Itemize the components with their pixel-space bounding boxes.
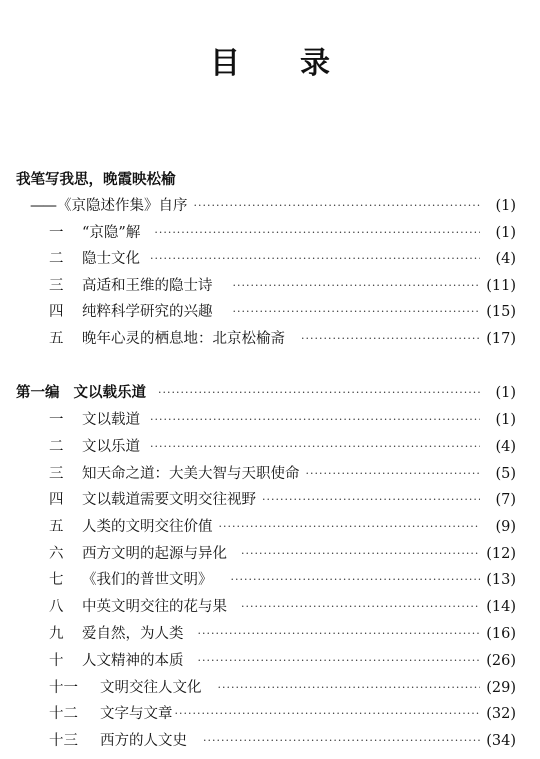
leader-dots <box>194 196 481 216</box>
toc-entry-title: 西方文明的起源与异化 <box>82 546 227 562</box>
toc-entry-number: 九 <box>49 626 64 642</box>
toc-entry-title: 纯粹科学研究的兴趣 <box>82 304 213 320</box>
toc-entry[interactable] <box>0 731 540 751</box>
toc-entry-title: 文字与文章 <box>100 706 173 722</box>
leader-dots <box>150 437 480 457</box>
toc-entry[interactable] <box>0 651 540 671</box>
toc-entry-title: 隐士文化 <box>82 251 140 267</box>
leader-dots <box>219 517 481 537</box>
toc-entry-page: (29) <box>486 680 516 696</box>
toc-entry-page: (32) <box>486 706 516 722</box>
leader-dots <box>150 410 480 430</box>
toc-entry[interactable] <box>0 624 540 644</box>
toc-entry-title: 中英文明交往的花与果 <box>82 599 227 615</box>
part-title: 文以载乐道 <box>73 384 146 401</box>
toc-entry-page: (1) <box>495 198 516 214</box>
toc-entry-number: 三 <box>49 278 64 294</box>
section-heading-preface: 我笔写我思，晚霞映松榆 <box>16 171 176 188</box>
leader-dots <box>218 678 481 698</box>
toc-entry-page: (16) <box>486 626 516 642</box>
leader-dots <box>241 597 480 617</box>
toc-entry-page: (12) <box>486 546 516 562</box>
toc-entry[interactable] <box>0 276 540 296</box>
toc-entry-number: 一 <box>49 412 64 428</box>
toc-entry[interactable] <box>0 223 540 243</box>
toc-entry-page: (14) <box>486 599 516 615</box>
toc-entry-title: 文明交往人文化 <box>100 680 202 696</box>
toc-entry-number: 十二 <box>49 706 78 722</box>
toc-entry[interactable] <box>0 464 540 484</box>
toc-entry-number: 三 <box>49 466 64 482</box>
toc-entry[interactable] <box>0 678 540 698</box>
leader-dots <box>306 464 481 484</box>
dash-prefix: —— <box>30 198 55 214</box>
toc-entry-page: (17) <box>486 331 516 347</box>
toc-entry-title: 晚年心灵的栖息地：北京松榆斋 <box>82 331 285 347</box>
toc-entry-title: 文以载道 <box>82 412 140 428</box>
leader-dots <box>203 731 480 751</box>
toc-entry-number: 一 <box>49 225 64 241</box>
toc-entry-number: 二 <box>49 251 64 267</box>
toc-entry-number: 十 <box>49 653 64 669</box>
toc-entry-page: (4) <box>495 439 516 455</box>
toc-entry-page: (26) <box>486 653 516 669</box>
leader-dots <box>198 651 481 671</box>
leader-dots <box>154 223 480 243</box>
leader-dots <box>233 302 481 322</box>
toc-entry-number: 五 <box>49 331 64 347</box>
toc-entry-number: 十一 <box>49 680 78 696</box>
toc-entry[interactable] <box>0 544 540 564</box>
toc-entry[interactable] <box>0 597 540 617</box>
toc-entry-page: (15) <box>486 304 516 320</box>
toc-entry-title: 爱自然，为人类 <box>82 626 184 642</box>
toc-entry-number: 四 <box>49 304 64 320</box>
part-label: 第一编 <box>16 384 60 401</box>
title-char-2: 录 <box>300 46 330 81</box>
toc-entry-number: 十三 <box>49 733 78 749</box>
toc-entry-title: 《我们的普世文明》 <box>82 572 213 588</box>
toc-entry-number: 七 <box>49 572 64 588</box>
toc-entry-page: (4) <box>495 251 516 267</box>
toc-entry-preface[interactable] <box>0 196 540 216</box>
toc-entry-title: “京隐”解 <box>82 225 141 241</box>
toc-entry-page: (9) <box>495 519 516 535</box>
toc-entry-number: 八 <box>49 599 64 615</box>
leader-dots <box>198 624 481 644</box>
toc-entry[interactable] <box>0 437 540 457</box>
toc-entry-number: 四 <box>49 492 64 508</box>
toc-entry-title: 知天命之道：大美大智与天职使命 <box>82 466 300 482</box>
toc-entry-page: (5) <box>495 466 516 482</box>
toc-entry-page: (13) <box>486 572 516 588</box>
toc-entry-title: 人文精神的本质 <box>82 653 184 669</box>
toc-entry[interactable] <box>0 517 540 537</box>
title-char-1: 目 <box>210 46 240 81</box>
toc-entry-number: 二 <box>49 439 64 455</box>
toc-entry-title: 人类的文明交往价值 <box>82 519 213 535</box>
toc-entry-title: 西方的人文史 <box>100 733 187 749</box>
toc-entry-title: 高适和王维的隐士诗 <box>82 278 213 294</box>
toc-entry-page: (34) <box>486 733 516 749</box>
leader-dots <box>233 276 481 296</box>
toc-entry-number: 六 <box>49 546 64 562</box>
toc-entry-title: 《京隐述作集》自序 <box>57 198 188 214</box>
toc-entry-page: (11) <box>486 278 516 294</box>
toc-entry[interactable] <box>0 302 540 322</box>
leader-dots <box>175 704 481 724</box>
toc-entry-title: 文以载道需要文明交往视野 <box>82 492 256 508</box>
toc-entry-number: 五 <box>49 519 64 535</box>
toc-entry[interactable] <box>0 410 540 430</box>
leader-dots <box>241 544 480 564</box>
toc-entry[interactable] <box>0 329 540 349</box>
toc-entry-page: (1) <box>495 385 516 401</box>
toc-entry-title: 文以乐道 <box>82 439 140 455</box>
toc-entry[interactable] <box>0 704 540 724</box>
leader-dots <box>301 329 480 349</box>
toc-entry-page: (7) <box>495 492 516 508</box>
leader-dots <box>158 383 480 403</box>
toc-part-one[interactable] <box>0 383 540 403</box>
toc-entry-page: (1) <box>495 412 516 428</box>
leader-dots <box>262 490 480 510</box>
toc-entry[interactable] <box>0 570 540 590</box>
leader-dots <box>231 570 481 590</box>
leader-dots <box>150 249 480 269</box>
toc-entry[interactable] <box>0 249 540 269</box>
page-title <box>0 38 540 82</box>
toc-entry-page: (1) <box>495 225 516 241</box>
toc-entry[interactable] <box>0 490 540 510</box>
